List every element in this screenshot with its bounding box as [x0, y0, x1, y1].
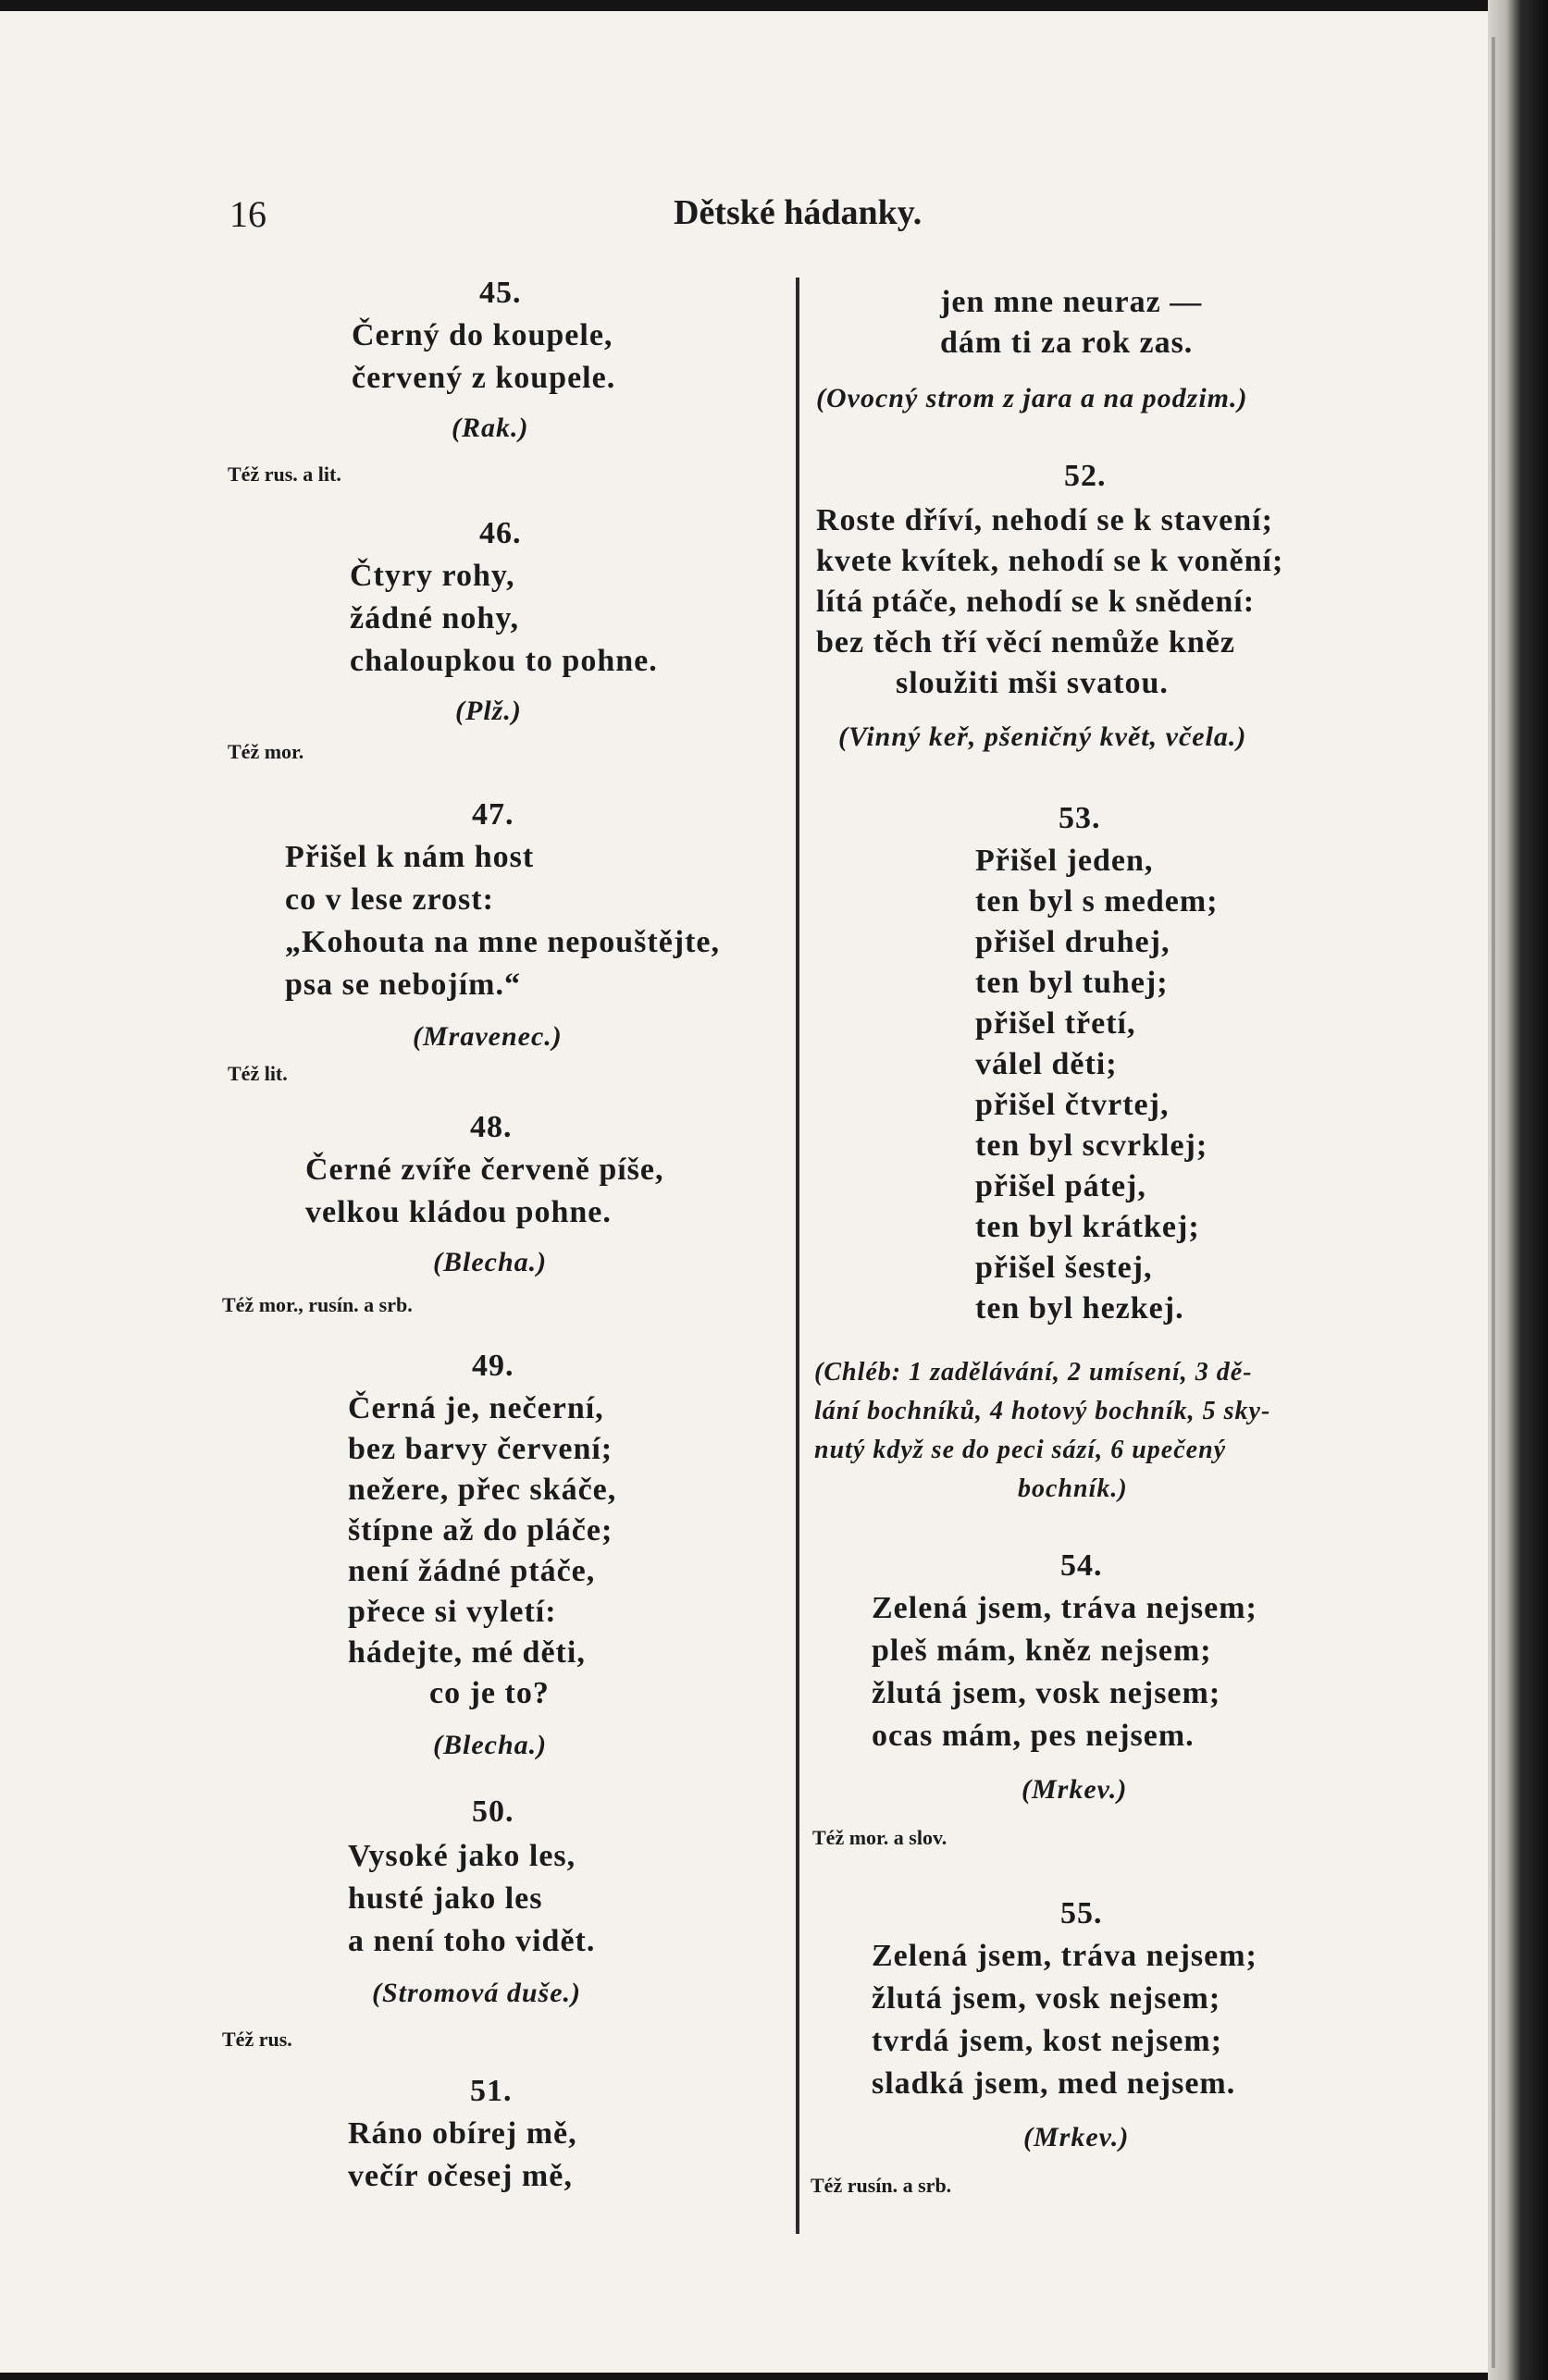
riddle-52-line: bez těch tří věcí nemůže kněz [816, 625, 1235, 660]
riddle-46-note: Též mor. [228, 740, 304, 763]
riddle-49-line: bez barvy červení; [348, 1432, 613, 1466]
riddle-53-line: ten byl scvrklej; [975, 1128, 1208, 1163]
riddle-53-line: přišel čtvrtej, [975, 1088, 1170, 1122]
riddle-53-line: válel děti; [975, 1047, 1118, 1081]
riddle-48-line: Černé zvíře červeně píše, [305, 1153, 664, 1187]
riddle-49-line: nežere, přec skáče, [348, 1473, 617, 1507]
riddle-53-line: ten byl krátkej; [975, 1210, 1200, 1244]
riddle-47-line: Přišel k nám host [285, 840, 535, 874]
riddle-number-49: 49. [472, 1349, 514, 1383]
riddle-53-line: ten byl s medem; [975, 884, 1219, 919]
riddle-55-answer: (Mrkev.) [1023, 2122, 1130, 2152]
page-number: 16 [229, 193, 266, 235]
riddle-53-answer: lání bochníků, 4 hotový bochník, 5 sky- [814, 1397, 1271, 1425]
column-divider [796, 277, 799, 2234]
riddle-53-line: ten byl hezkej. [975, 1291, 1184, 1326]
riddle-53-line: přišel druhej, [975, 925, 1170, 959]
riddle-52-line: Roste dříví, nehodí se k stavení; [816, 503, 1273, 537]
riddle-53-line: Přišel jeden, [975, 844, 1154, 878]
riddle-51-line: večír očesej mě, [348, 2159, 573, 2193]
riddle-45-line: červený z koupele. [352, 361, 616, 395]
riddle-55-line: tvrdá jsem, kost nejsem; [872, 2024, 1223, 2058]
riddle-55-note: Též rusín. a srb. [811, 2174, 952, 2197]
riddle-51-line: jen mne neuraz — [940, 285, 1203, 319]
riddle-50-note: Též rus. [222, 2028, 292, 2051]
riddle-50-line: Vysoké jako les, [348, 1839, 576, 1873]
riddle-49-answer: (Blecha.) [433, 1730, 548, 1760]
riddle-53-answer: nutý když se do peci sází, 6 upečený [814, 1436, 1227, 1464]
riddle-45-line: Černý do koupele, [352, 318, 613, 352]
riddle-number-54: 54. [1060, 1548, 1103, 1583]
riddle-45-answer: (Rak.) [452, 413, 529, 443]
riddle-48-answer: (Blecha.) [433, 1247, 548, 1277]
riddle-49-line: hádejte, mé děti, [348, 1635, 586, 1670]
book-page [0, 11, 1504, 2373]
riddle-54-line: žlutá jsem, vosk nejsem; [872, 1676, 1221, 1710]
riddle-number-55: 55. [1060, 1896, 1103, 1930]
riddle-49-line: co je to? [429, 1676, 550, 1710]
riddle-47-answer: (Mravenec.) [413, 1021, 563, 1052]
riddle-number-50: 50. [472, 1794, 514, 1829]
riddle-49-line: Černá je, nečerní, [348, 1391, 604, 1425]
riddle-50-line: a není toho vidět. [348, 1924, 596, 1958]
riddle-number-52: 52. [1064, 459, 1107, 493]
riddle-52-line: kvete kvítek, nehodí se k vonění; [816, 544, 1284, 578]
riddle-54-line: ocas mám, pes nejsem. [872, 1719, 1195, 1753]
riddle-55-line: sladká jsem, med nejsem. [872, 2066, 1236, 2101]
riddle-54-note: Též mor. a slov. [812, 1826, 947, 1849]
riddle-52-line: lítá ptáče, nehodí se k snědení: [816, 585, 1256, 619]
riddle-45-note: Též rus. a lit. [228, 462, 341, 486]
riddle-49-line: přece si vyletí: [348, 1595, 557, 1629]
riddle-53-line: přišel pátej, [975, 1169, 1146, 1203]
riddle-47-line: psa se nebojím.“ [285, 968, 521, 1002]
riddle-47-line: co v lese zrost: [285, 882, 494, 917]
book-spine-edge [1488, 0, 1548, 2380]
riddle-50-answer: (Stromová duše.) [372, 1978, 581, 2008]
riddle-49-line: není žádné ptáče, [348, 1554, 596, 1588]
riddle-46-line: chaloupkou to pohne. [350, 644, 658, 678]
riddle-55-line: Zelená jsem, tráva nejsem; [872, 1939, 1257, 1973]
riddle-51-line: dám ti za rok zas. [940, 326, 1194, 360]
riddle-55-line: žlutá jsem, vosk nejsem; [872, 1981, 1221, 2016]
riddle-52-line: sloužiti mši svatou. [896, 666, 1169, 700]
riddle-46-line: Čtyry rohy, [350, 559, 515, 593]
riddle-number-46: 46. [479, 516, 522, 550]
riddle-51-answer: (Ovocný strom z jara a na podzim.) [816, 383, 1248, 413]
riddle-51-line: Ráno obírej mě, [348, 2116, 577, 2151]
riddle-number-48: 48. [470, 1110, 513, 1144]
riddle-48-line: velkou kládou pohne. [305, 1195, 612, 1229]
riddle-54-line: Zelená jsem, tráva nejsem; [872, 1591, 1257, 1625]
riddle-52-answer: (Vinný keř, pšeničný květ, včela.) [838, 721, 1247, 752]
page-edge-line [1492, 37, 1495, 2368]
riddle-54-line: pleš mám, kněz nejsem; [872, 1634, 1212, 1668]
riddle-49-line: štípne až do pláče; [348, 1513, 613, 1548]
riddle-54-answer: (Mrkev.) [1022, 1774, 1128, 1805]
riddle-46-answer: (Plž.) [455, 696, 522, 726]
riddle-53-answer: (Chléb: 1 zadělávání, 2 umísení, 3 dě- [814, 1358, 1253, 1387]
riddle-48-note: Též mor., rusín. a srb. [222, 1293, 413, 1316]
running-title: Dětské hádanky. [674, 193, 923, 232]
riddle-47-line: „Kohouta na mne nepouštějte, [285, 925, 721, 959]
riddle-53-line: přišel třetí, [975, 1006, 1136, 1041]
riddle-53-answer: bochník.) [1018, 1474, 1128, 1503]
riddle-number-45: 45. [479, 276, 522, 310]
riddle-53-line: přišel šestej, [975, 1251, 1153, 1285]
riddle-46-line: žádné nohy, [350, 601, 519, 635]
riddle-number-47: 47. [472, 797, 514, 832]
riddle-number-53: 53. [1059, 801, 1101, 835]
riddle-53-line: ten byl tuhej; [975, 966, 1169, 1000]
riddle-50-line: husté jako les [348, 1881, 543, 1916]
riddle-47-note: Též lit. [228, 1062, 288, 1085]
riddle-number-51: 51. [470, 2074, 513, 2108]
